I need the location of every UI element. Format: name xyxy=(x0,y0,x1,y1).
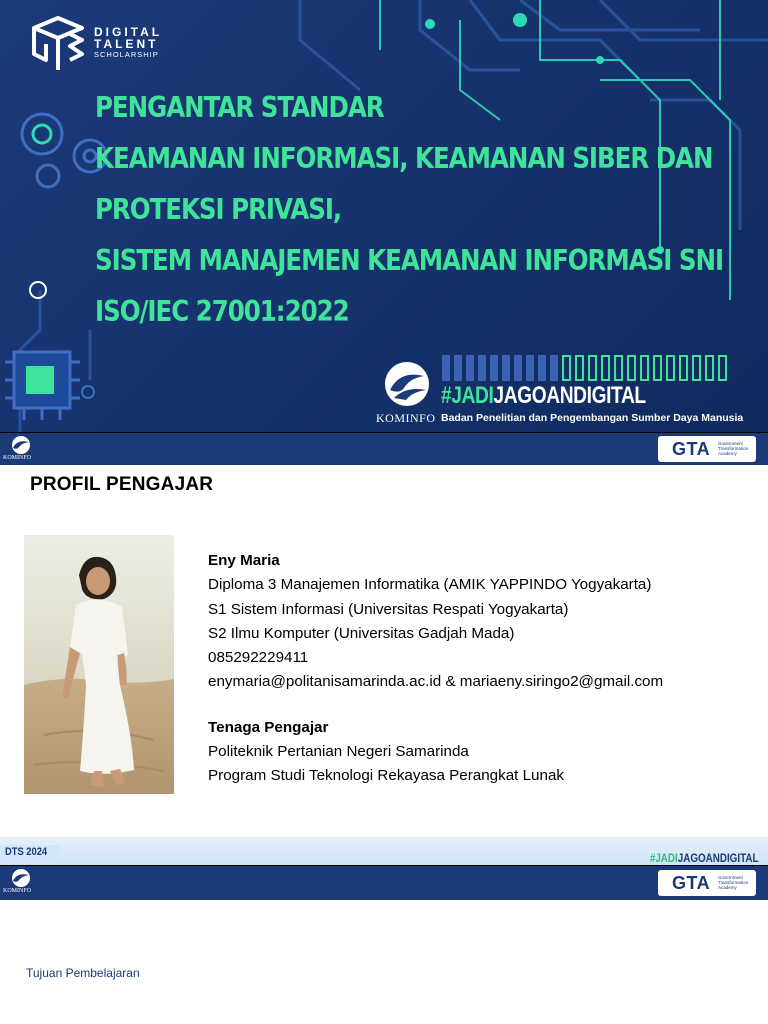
hashtag-suffix: JAGOANDIGITAL xyxy=(493,382,646,409)
education-item: S2 Ilmu Komputer (Universitas Gadjah Mada) xyxy=(208,624,515,642)
decorative-bars xyxy=(442,355,727,381)
institution-name: Politeknik Pertanian Negeri Samarinda xyxy=(208,743,469,761)
hashtag-prefix: #JADI xyxy=(649,851,678,865)
phone-number: 085292229411 xyxy=(208,649,309,667)
education-item: S1 Sistem Informasi (Universitas Respati Yogyakarta) xyxy=(208,600,569,618)
title-line-2: KEAMANAN INFORMASI, KEAMANAN SIBER DAN xyxy=(95,142,713,175)
gta-tagline: Government Transformation Academy xyxy=(718,875,749,890)
dts-badge xyxy=(0,845,60,861)
gta-tagline: Government Transformation Academy xyxy=(718,441,749,456)
education-item: Diploma 3 Manajemen Informatika (AMIK YAPPINDO Yogyakarta) xyxy=(208,576,652,594)
title-line-1: PENGANTAR STANDAR xyxy=(95,91,384,124)
objectives-slide xyxy=(0,866,768,1024)
email-addresses: enymaria@politanisamarinda.ac.id & mariaeny.siringo2@gmail.com xyxy=(208,673,664,691)
kominfo-wordmark: KOMINFO xyxy=(3,888,32,894)
gta-wordmark: GTA xyxy=(672,439,711,459)
kominfo-wordmark: KOMINFO xyxy=(3,455,32,461)
footer-hashtag xyxy=(649,851,758,865)
brand-wordmark xyxy=(94,26,162,59)
study-program: Program Studi Teknologi Rekayasa Perangkat Lunak xyxy=(208,767,564,785)
kominfo-emblem-icon xyxy=(6,435,36,455)
kominfo-wordmark: KOMINFO xyxy=(376,411,436,425)
slide-header-bar xyxy=(0,866,768,900)
instructor-photo xyxy=(24,535,174,794)
digital-talent-logo-icon xyxy=(28,14,90,76)
brand-line-3: SCHOLARSHIP xyxy=(94,50,159,59)
title-line-4: SISTEM MANAJEMEN KEAMANAN INFORMASI SNI xyxy=(95,244,724,277)
kominfo-emblem-icon xyxy=(380,360,434,408)
gta-logo xyxy=(658,436,756,462)
dts-label: DTS 2024 xyxy=(5,846,48,858)
title-slide xyxy=(0,0,768,432)
hashtag-suffix: JAGOANDIGITAL xyxy=(677,851,758,865)
gta-logo xyxy=(658,870,756,896)
slide-title xyxy=(95,82,735,337)
instructor-name: Eny Maria xyxy=(208,552,280,569)
title-line-3: PROTEKSI PRIVASI, xyxy=(95,193,342,226)
hashtag-prefix: #JADI xyxy=(441,382,494,409)
objectives-heading: Tujuan Pembelajaran xyxy=(26,966,140,980)
role-title: Tenaga Pengajar xyxy=(208,718,329,736)
gta-wordmark: GTA xyxy=(672,873,711,893)
instructor-info xyxy=(208,549,663,789)
agency-name: Badan Penelitian dan Pengembangan Sumber Daya Manusia xyxy=(441,412,744,424)
section-title: PROFIL PENGAJAR xyxy=(30,474,214,495)
slide-footer-bar xyxy=(0,837,768,865)
profile-slide xyxy=(0,433,768,865)
brand-line-1: DIGITAL xyxy=(94,25,163,39)
campaign-hashtag xyxy=(441,382,646,410)
slide-header-bar xyxy=(0,433,768,465)
title-line-5: ISO/IEC 27001:2022 xyxy=(95,295,349,328)
brand-line-2: TALENT xyxy=(94,37,159,51)
kominfo-emblem-icon xyxy=(6,868,36,888)
